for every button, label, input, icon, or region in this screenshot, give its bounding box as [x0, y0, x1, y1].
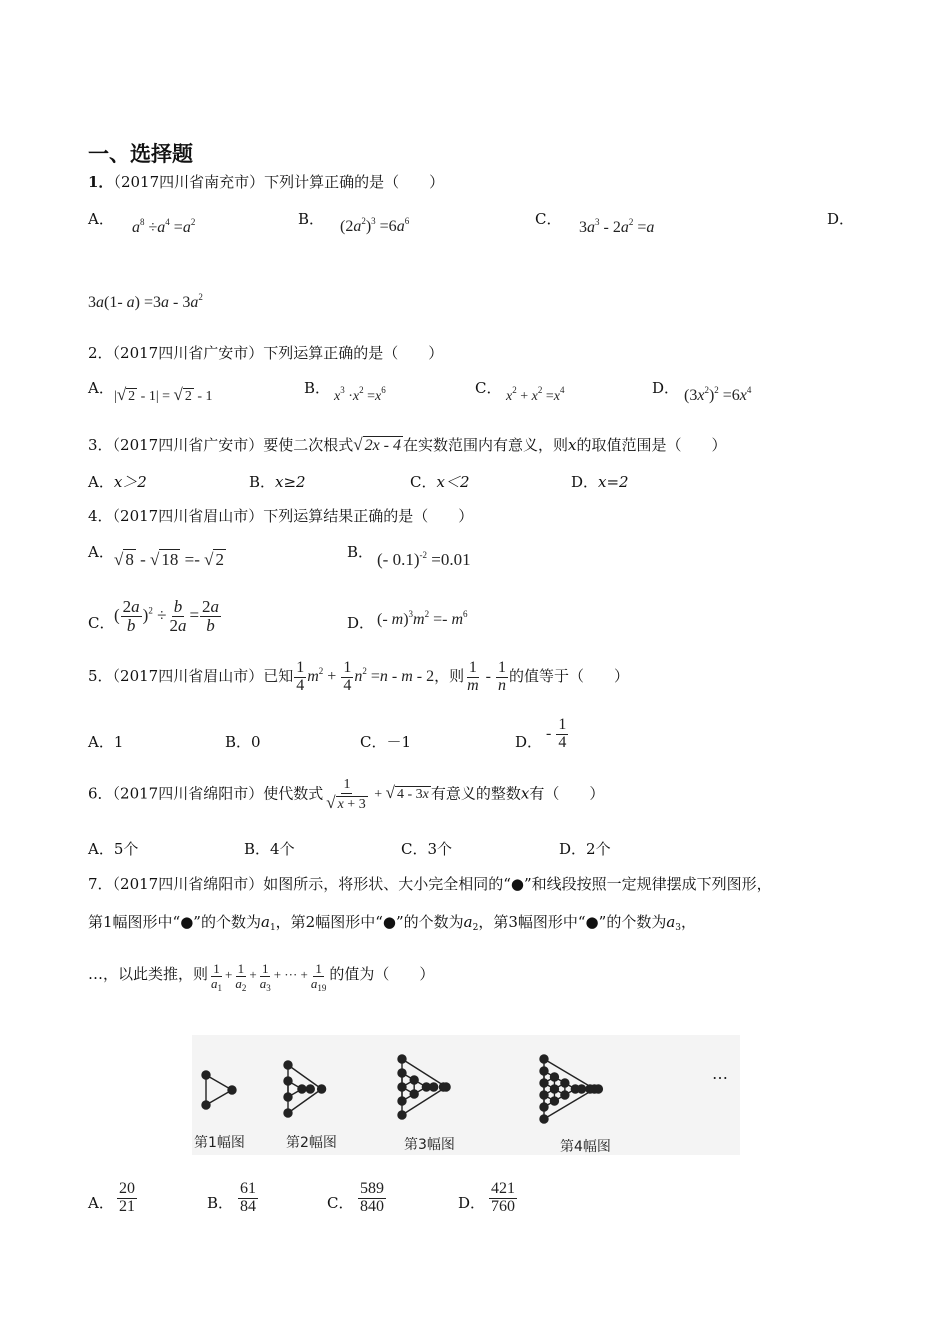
figure-dot	[284, 1061, 292, 1069]
stem-text: 第1幅图形中“●”的个数为	[88, 913, 261, 931]
option-math-b: (- 0.1)$^{-2}$ =0.01	[377, 550, 471, 569]
figure-dot	[202, 1071, 210, 1079]
option-c	[360, 731, 411, 752]
option-c	[401, 838, 452, 859]
figure-dot	[540, 1055, 548, 1063]
option-a	[88, 838, 138, 859]
figure-dot	[439, 1083, 447, 1091]
option-label: C．	[535, 210, 562, 228]
stem-text: 的值为（ ）	[329, 965, 435, 984]
option-text: x=2	[598, 473, 629, 491]
option-b	[244, 838, 295, 859]
figure-dot	[284, 1093, 292, 1101]
option-d	[571, 471, 629, 492]
figure-label: 第4幅图	[560, 1139, 611, 1155]
option-fraction-d	[488, 1181, 518, 1216]
question-stem: ，则	[434, 666, 465, 685]
question-number: 6．	[88, 784, 113, 803]
subscript: 2	[472, 923, 479, 933]
question-stem: 的取值范围是（ ）	[576, 436, 727, 454]
figure-background	[192, 1035, 740, 1155]
symbol: a	[666, 913, 676, 931]
option-math-d: - $\frac{1}{4}$	[546, 716, 567, 751]
question-stem: 有意义的整数	[430, 784, 521, 803]
question-stem: （2017四川省广安市）要使二次根式	[112, 436, 354, 454]
denominator: 840	[360, 1197, 384, 1215]
symbol: a	[260, 913, 270, 931]
expression-math: $\frac{1}{√ x + 3}$ + √ 4 - 3x	[326, 777, 429, 812]
question-stem: 的值等于（ ）	[508, 666, 629, 685]
denominator: 84	[240, 1197, 256, 1215]
radicand: 2	[215, 550, 224, 569]
option-text: 1	[113, 733, 124, 751]
option-label: C．	[88, 614, 115, 632]
radicand: 2x - 4	[364, 437, 402, 454]
figure-dot	[578, 1085, 586, 1093]
option-label: A．	[88, 379, 114, 397]
question-stem: 在实数范围内有意义，则	[403, 436, 569, 454]
option-c	[410, 471, 470, 492]
figure-dot	[540, 1079, 548, 1087]
figure-dot	[594, 1085, 602, 1093]
option-text: 0	[251, 733, 261, 751]
denominator: 760	[491, 1197, 515, 1215]
figure-dot	[540, 1067, 548, 1075]
option-math-a: √ 8 - √ 18 =- √ 2	[114, 550, 224, 569]
figure-dot	[228, 1086, 236, 1094]
section-title: 一、选择题	[88, 142, 193, 166]
question-number: 1．	[88, 173, 114, 191]
figure-dot	[430, 1083, 438, 1091]
option-math-d: 3a(1- $a) =3a - 3a^2$	[88, 292, 203, 311]
sum-math: $\frac{1}{a_1}$ + $\frac{1}{a_2}$ + $\frac{1}{a_3}$ + ··· + $\frac{1}{a_{19}}$	[211, 961, 327, 993]
subscript: 3	[675, 923, 682, 933]
symbol: a	[463, 913, 473, 931]
option-label: D．	[559, 840, 587, 858]
figure-dot	[398, 1083, 406, 1091]
question-7-line-3	[88, 961, 435, 993]
option-label: D．	[458, 1194, 486, 1212]
option-math-b: $x^3 \cdot x^2 =x^6$	[334, 385, 386, 404]
numerator: 589	[360, 1180, 384, 1197]
question-number: 5．	[88, 666, 113, 685]
radical-expression: √ 2x - 4	[353, 435, 402, 454]
figure-dot	[540, 1115, 548, 1123]
figure-label: 第1幅图	[194, 1135, 245, 1151]
stem-text: …，以此类推，则	[88, 965, 209, 984]
option-fraction-c	[357, 1181, 387, 1216]
question-2	[88, 342, 443, 363]
question-number: 7．	[88, 875, 113, 893]
option-b	[225, 731, 261, 752]
option-math-c: $3a^3 - 2a^2 =a$	[579, 217, 655, 236]
question-stem: （2017四川省广安市）下列运算正确的是（ ）	[112, 344, 444, 362]
figure-dot	[540, 1103, 548, 1111]
figure-dot	[202, 1101, 210, 1109]
option-label: B．	[207, 1194, 234, 1212]
option-text: 3个	[427, 840, 453, 858]
figure-dot	[586, 1085, 594, 1093]
option-fraction-a	[116, 1181, 138, 1216]
pattern-figure	[192, 1035, 740, 1155]
option-text: 5个	[113, 840, 139, 858]
subscript: 1	[269, 923, 276, 933]
option-label: C．	[401, 840, 428, 858]
figure-dot	[550, 1085, 558, 1093]
figure-dot	[550, 1097, 558, 1105]
option-text: x＞2	[113, 473, 147, 491]
question-3	[88, 434, 727, 455]
question-stem: （2017四川省绵阳市）使代数式	[112, 784, 324, 803]
radicand: 18	[161, 550, 179, 569]
option-b	[249, 471, 306, 492]
option-math-d: (- $m)^3m^2 =- m^6$	[377, 609, 468, 628]
question-stem: （2017四川省南充市）下列计算正确的是（ ）	[113, 173, 445, 191]
question-4	[88, 505, 473, 526]
numerator: 61	[240, 1180, 256, 1197]
stem-text: ，第3幅图形中“●”的个数为	[478, 913, 667, 931]
figure-dot	[410, 1090, 418, 1098]
option-label: B．	[244, 840, 271, 858]
option-a	[88, 731, 123, 752]
option-math-c: $x^2 + x^2 =x^4$	[506, 385, 565, 404]
option-text: x≥2	[275, 473, 306, 491]
question-1	[88, 171, 444, 192]
option-label: D．	[347, 614, 375, 632]
question-number: 2．	[88, 344, 113, 362]
numerator: 421	[491, 1180, 515, 1197]
figure-dot	[398, 1055, 406, 1063]
figure-dot	[284, 1077, 292, 1085]
question-7	[88, 873, 772, 894]
figure-dot	[561, 1091, 569, 1099]
option-text: x＜2	[436, 473, 470, 491]
question-number: 3．	[88, 436, 113, 454]
option-text: 4个	[270, 840, 295, 858]
option-label: A．	[88, 733, 114, 751]
option-label: C．	[475, 379, 502, 397]
stem-text: ，第2幅图形中“●”的个数为	[275, 913, 464, 931]
question-stem: （2017四川省眉山市）下列运算结果正确的是（ ）	[112, 507, 474, 525]
option-math-a: $a^8 \div a^4 =a^2$	[132, 217, 196, 236]
option-label: C．	[327, 1194, 354, 1212]
option-label: D．	[515, 733, 543, 751]
option-label: D．	[652, 379, 680, 397]
option-text: 2个	[586, 840, 611, 858]
variable: x	[568, 436, 577, 454]
numerator: 20	[119, 1180, 135, 1197]
option-math-d: $(3x^2)^2 =6x^4$	[684, 385, 752, 404]
option-label: A．	[88, 840, 114, 858]
expression-math: $\frac{1}{m}$ - $\frac{1}{n}$	[467, 659, 506, 694]
question-number: 4．	[88, 507, 113, 525]
option-label: A．	[88, 210, 114, 228]
figure-dot	[298, 1085, 306, 1093]
option-math-c: ( $\frac{2a}{b}$ )$^2$ ÷ $\frac{b}{2a}$ = $\frac{2a}{b}$	[114, 597, 220, 635]
question-5	[88, 660, 629, 695]
figure-dot	[318, 1085, 326, 1093]
option-d	[559, 838, 611, 859]
figure-more: …	[712, 1064, 728, 1083]
question-stem: （2017四川省眉山市）已知	[112, 666, 294, 685]
option-math-a: |√ 2 - 1| = √ 2 - 1	[114, 385, 213, 404]
figure-label: 第2幅图	[286, 1135, 337, 1151]
option-label: A．	[88, 543, 114, 561]
question-stem: 有（ ）	[529, 784, 605, 803]
option-label: C．	[360, 733, 387, 751]
option-label: D．	[571, 473, 599, 491]
figure-dot	[284, 1109, 292, 1117]
option-label: B．	[249, 473, 276, 491]
figure-dot	[540, 1091, 548, 1099]
option-label: B．	[225, 733, 252, 751]
option-math-b: $(2a^2)^3 =6a^6$	[340, 216, 410, 235]
figure-dot	[561, 1079, 569, 1087]
option-a	[88, 471, 147, 492]
question-7-line-2	[88, 911, 696, 932]
figure-label: 第3幅图	[404, 1137, 455, 1153]
question-stem: （2017四川省绵阳市）如图所示，将形状、大小完全相同的“●”和线段按照一定规律摆成下列图形，	[112, 875, 772, 893]
question-6	[88, 778, 604, 812]
figure-dot	[410, 1076, 418, 1084]
option-label: A．	[88, 1194, 114, 1212]
figure-dot	[550, 1073, 558, 1081]
option-text: －1	[386, 733, 412, 751]
condition-math: $\frac{1}{4}$ $m^2$ + $\frac{1}{4}$ $n^2 =n - m - 2$	[296, 659, 435, 694]
option-label: C．	[410, 473, 437, 491]
option-label: B．	[304, 379, 331, 397]
option-label: A．	[88, 473, 114, 491]
figure-dot	[398, 1111, 406, 1119]
option-label: B．	[347, 543, 374, 561]
radicand: 8	[125, 550, 134, 569]
option-label: B．	[298, 210, 325, 228]
figure-dot	[398, 1097, 406, 1105]
variable: x	[520, 784, 530, 803]
option-fraction-b	[237, 1181, 259, 1216]
figure-dot	[398, 1069, 406, 1077]
ellipsis-plus: + ··· +	[273, 967, 308, 983]
denominator: 21	[119, 1197, 135, 1215]
figure-dot	[306, 1085, 314, 1093]
option-label: D．	[827, 210, 855, 228]
stem-text: ，	[681, 913, 697, 931]
